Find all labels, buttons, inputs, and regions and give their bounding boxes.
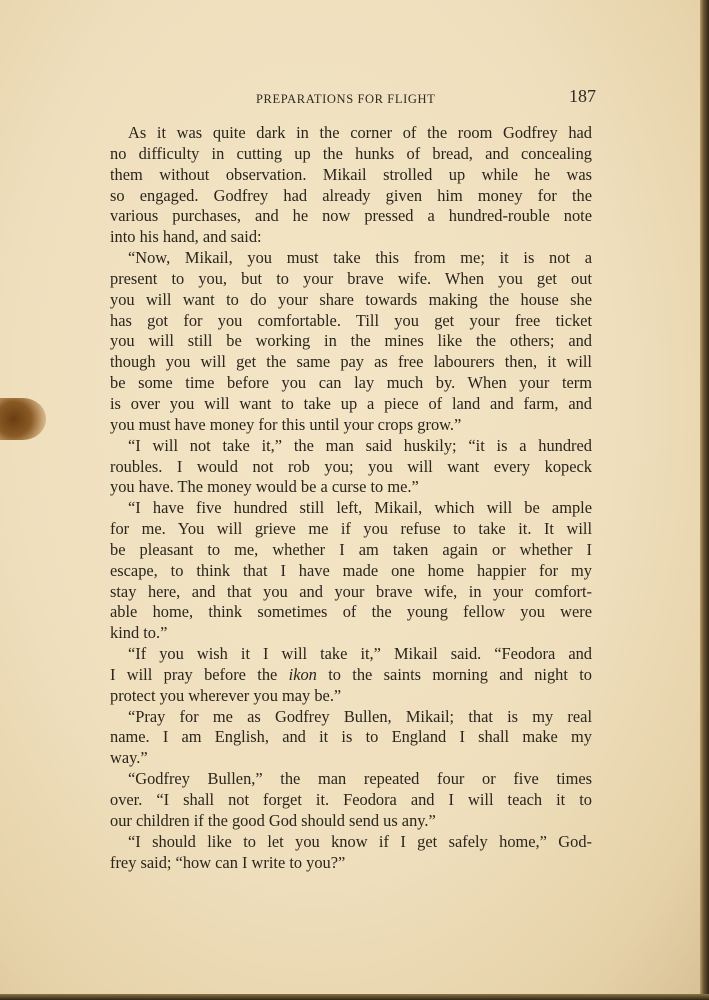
text-line: able home, think sometimes of the young fellow you were (110, 602, 592, 622)
paragraph (110, 707, 592, 770)
page-header (110, 86, 596, 110)
book-edge-right (700, 0, 709, 1000)
text-line: you will want to do your share towards making the house she (110, 289, 592, 309)
text-line: be pleasant to me, whether I am taken again or whether I (110, 539, 592, 559)
text-line: various purchases, and he now pressed a hundred-rouble note (110, 206, 592, 226)
page-stain (0, 398, 46, 440)
paragraph (110, 436, 592, 499)
text-line: you must have money for this until your crops grow.” (110, 414, 462, 434)
paragraph (110, 832, 592, 874)
text-line: them without observation. Mikail strolled up while he was (110, 164, 592, 184)
paragraph (110, 644, 592, 707)
text-line: frey said; “how can I write to you?” (110, 852, 346, 872)
text-line: so engaged. Godfrey had already given him money for the (110, 185, 592, 205)
text-line: escape, to think that I have made one home happier for my (110, 560, 592, 580)
text-line: stay here, and that you and your brave wife, in your comfort- (110, 581, 592, 601)
text-line: kind to.” (110, 623, 168, 643)
paragraph (110, 769, 592, 832)
text-line: “Godfrey Bullen,” the man repeated four or five times (128, 769, 592, 789)
text-line: you will still be working in the mines like the others; and (110, 331, 592, 351)
text-line: “I will not take it,” the man said huskily; “it is a hundred (128, 435, 592, 455)
text-line: way.” (110, 748, 148, 768)
paragraph (110, 248, 592, 436)
text-line: “I have five hundred still left, Mikail, which will be ample (128, 498, 592, 518)
text-line: As it was quite dark in the corner of the room Godfrey had (128, 123, 592, 142)
paragraph (110, 498, 592, 644)
text-line: “Now, Mikail, you must take this from me; it is not a (128, 248, 592, 268)
text-line: our children if the good God should send us any.” (110, 810, 436, 830)
text-line: no difficulty in cutting up the hunks of bread, and concealing (110, 143, 592, 163)
page-number: 187 (569, 86, 596, 106)
text-line: “I should like to let you know if I get safely home,” God- (128, 831, 592, 851)
book-edge-bottom (0, 994, 709, 1000)
text-line: has got for you comfortable. Till you get your free ticket (110, 310, 592, 330)
running-head: PREPARATIONS FOR FLIGHT (256, 92, 436, 106)
paragraph (110, 123, 592, 248)
text-line: though you will get the same pay as free labourers then, it will (110, 352, 592, 372)
text-line: protect you wherever you may be.” (110, 685, 342, 705)
text-line: present to you, but to your brave wife. When you get out (110, 268, 592, 288)
body-text (110, 123, 592, 873)
text-line: be some time before you can lay much by. When your term (110, 373, 592, 393)
text-line: I will pray before the ikon to the saints morning and night to (110, 664, 593, 684)
text-line: you have. The money would be a curse to me.” (110, 477, 419, 497)
text-line: over. “I shall not forget it. Feodora and I will teach it to (110, 790, 592, 809)
text-line: “If you wish it I will take it,” Mikail said. “Feodora and (128, 644, 592, 664)
text-line: name. I am English, and it is to England I shall make my (110, 727, 592, 747)
text-line: into his hand, and said: (110, 227, 262, 247)
text-line: “Pray for me as Godfrey Bullen, Mikail; that is my real (128, 706, 592, 726)
text-line: for me. You will grieve me if you refuse to take it. It will (110, 519, 592, 539)
text-line: roubles. I would not rob you; you will want every kopeck (110, 456, 592, 476)
text-line: is over you will want to take up a piece of land and farm, and (110, 393, 592, 413)
